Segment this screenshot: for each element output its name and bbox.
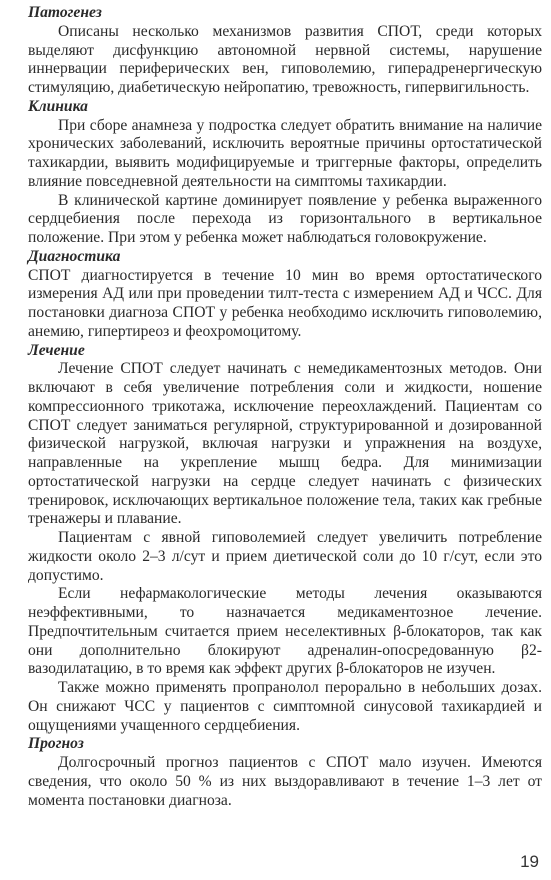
paragraph-diagnostics-1: СПОТ диагностируется в течение 10 мин во время ортостатического измерения АД или при проведении тилт-теста с измерением АД и ЧСС. Для постановки диагноза СПОТ у ребенка необходимо исключить гиповолемию, анемию, гипертиреоз и феохромоцитому. xyxy=(28,266,542,340)
section-heading-treatment: Лечение xyxy=(28,341,85,359)
paragraph-treatment-4: Также можно применять пропранолол перорально в небольших дозах. Он снижают ЧСС у пациентов с симптомной синусовой тахикардией и ощущениями учащенного сердцебиения. xyxy=(28,679,542,734)
paragraph-prognosis-1: Долгосрочный прогноз пациентов с СПОТ мало изучен. Имеются сведения, что около 50 % из них выздоравливают в течение 1–3 лет от момента постановки диагноза. xyxy=(28,754,542,809)
section-heading-prognosis: Прогноз xyxy=(28,735,84,753)
page-number: 19 xyxy=(520,852,539,871)
paragraph-treatment-2: Пациентам с явной гиповолемией следует увеличить потребление жидкости около 2–3 л/сут и прием диетической соли до 10 г/сут, если это допустимо. xyxy=(28,529,542,584)
paragraph-clinic-2: В клинической картине доминирует появление у ребенка выраженного сердцебиения после перехода из горизонтального в вертикальное положение. При этом у ребенка может наблюдаться головокружение. xyxy=(28,191,542,246)
section-heading-diagnostics: Диагностика xyxy=(28,247,121,265)
paragraph-pathogenesis-1: Описаны несколько механизмов развития СПОТ, среди которых выделяют дисфункцию автономной нервной системы, нарушение иннервации периферических вен, гиповолемию, гиперадренергическую стимуляцию, диабетическую нейропатию, тревожность, гипервигильность. xyxy=(28,22,542,96)
page-body xyxy=(28,4,542,810)
paragraph-clinic-1: При сборе анамнеза у подростка следует обратить внимание на наличие хронических заболеваний, исключить вероятные причины ортостатической тахикардии, выявить модифицируемые и триггерные факторы, определить влияние повседневной деятельности на симптомы тахикардии. xyxy=(28,116,542,190)
section-heading-pathogenesis: Патогенез xyxy=(28,4,102,21)
paragraph-treatment-1: Лечение СПОТ следует начинать с немедикаментозных методов. Они включают в себя увеличение потребления соли и жидкости, ношение компрессионного трикотажа, исключение переохлаждений. Пациентам со СПОТ следует заниматься регулярной, структурированной и дозированной физической нагрузкой, включая нагрузки и упражнения на воздухе, направленные на укрепление мышц бедра. Для минимизации ортостатической нагрузки на сердце следует начинать с физических тренировок, исключающих вертикальное положение тела, таких как гребные тренажеры и плавание. xyxy=(28,360,542,528)
paragraph-treatment-3: Если нефармакологические методы лечения оказываются неэффективными, то назначается медикаментозное лечение. Предпочтительным считается прием неселективных β-блокаторов, так как они дополнительно блокируют адреналин-опосредованную β2-вазодилатацию, в то время как эффект других β-блокаторов не изучен. xyxy=(28,585,542,678)
section-heading-clinic: Клиника xyxy=(28,97,88,115)
